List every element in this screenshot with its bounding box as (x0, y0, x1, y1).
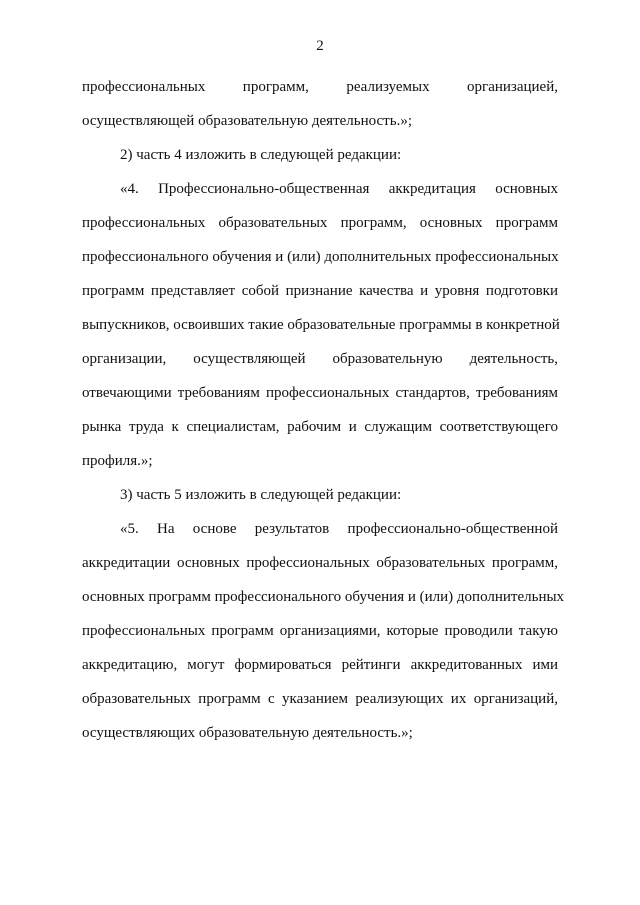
text-line: аккредитацию, могут формироваться рейтинги аккредитованных ими (82, 657, 558, 673)
text-line: рынка труда к специалистам, рабочим и служащим соответствующего (82, 419, 558, 435)
text-line: профессионального обучения и (или) дополнительных профессиональных (82, 249, 559, 265)
text-line: аккредитации основных профессиональных образовательных программ, (82, 555, 558, 571)
text-line: образовательных программ с указанием реализующих их организаций, (82, 691, 558, 707)
text-line: профессиональных образовательных программ, основных программ (82, 215, 558, 231)
quoted-paragraph-start: «4. Профессионально-общественная аккредитация основных (120, 181, 558, 197)
amendment-item-3: 3) часть 5 изложить в следующей редакции: (120, 487, 402, 503)
text-line: выпускников, освоивших такие образовательные программы в конкретной (82, 317, 560, 333)
text-line: осуществляющей образовательную деятельность.»; (82, 113, 412, 129)
text-line: организации, осуществляющей образовательную деятельность, (82, 351, 558, 367)
text-line: профессиональных программ организациями, которые проводили такую (82, 623, 558, 639)
text-line: осуществляющих образовательную деятельность.»; (82, 725, 413, 741)
document-body (82, 70, 565, 750)
amendment-item-2: 2) часть 4 изложить в следующей редакции: (120, 147, 402, 163)
quoted-paragraph-start: «5. На основе результатов профессионально-общественной (120, 521, 558, 537)
text-line: основных программ профессионального обучения и (или) дополнительных (82, 589, 565, 605)
text-line: профиля.»; (82, 453, 153, 469)
text-line: профессиональных программ, реализуемых организацией, (82, 79, 558, 95)
text-line: отвечающими требованиям профессиональных стандартов, требованиям (82, 385, 558, 401)
text-line: программ представляет собой признание качества и уровня подготовки (82, 283, 558, 299)
page-number: 2 (316, 38, 324, 54)
